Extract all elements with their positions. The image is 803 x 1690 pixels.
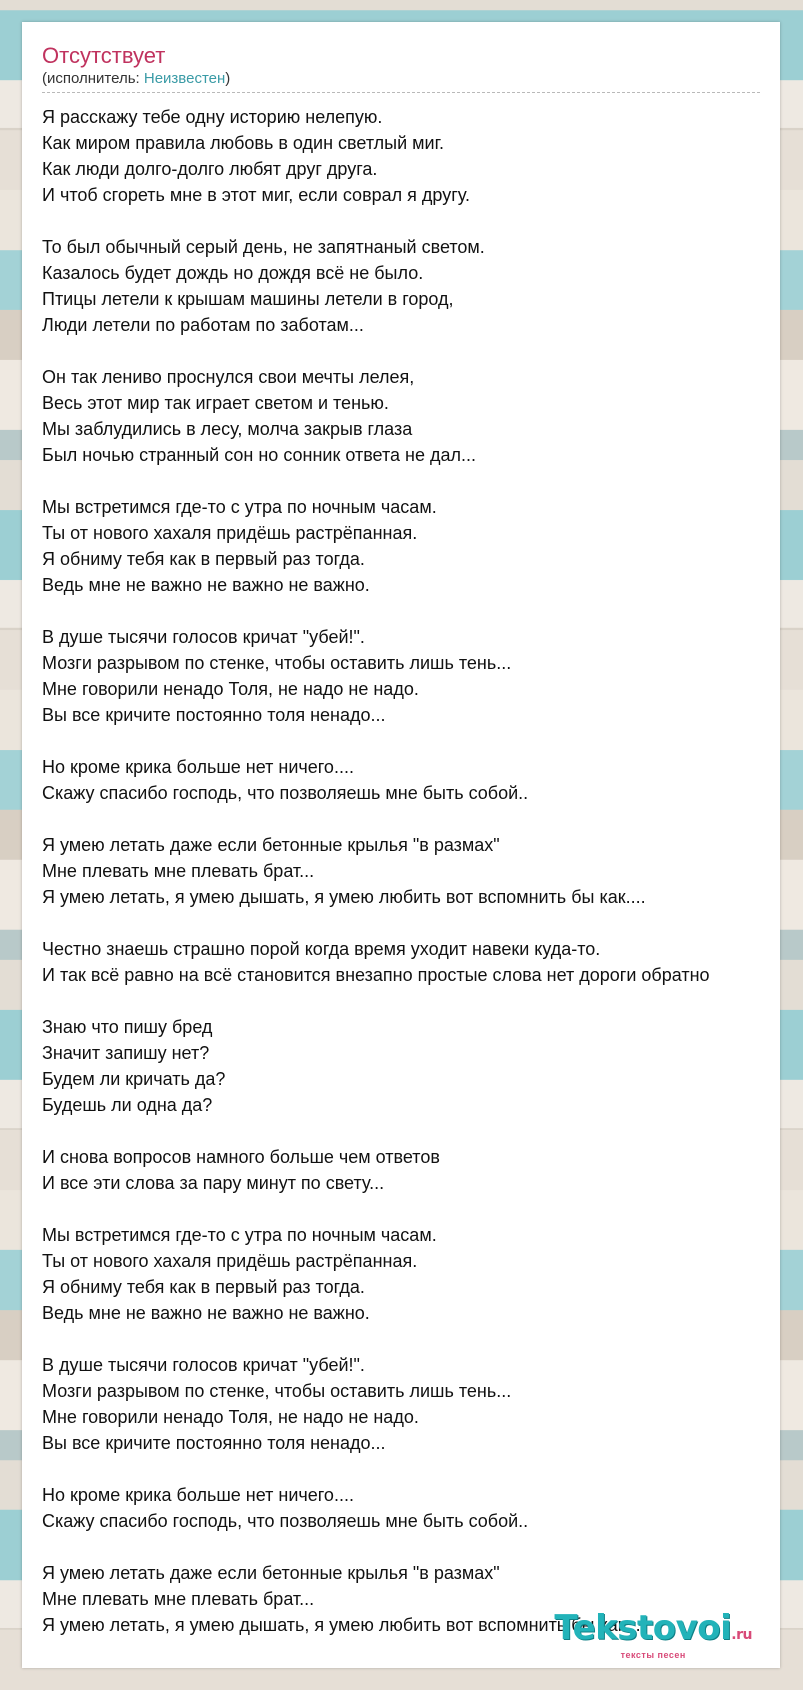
lyrics-text	[42, 104, 803, 1664]
lyric-line: Ведь мне не важно не важно не важно.	[42, 1303, 370, 1323]
song-title: Отсутствует	[42, 43, 166, 68]
lyric-line: В душе тысячи голосов кричат "убей!".	[42, 1355, 365, 1375]
lyric-line: И чтоб сгореть мне в этот миг, если соврал я другу.	[42, 185, 470, 205]
lyric-line: Я обниму тебя как в первый раз тогда.	[42, 549, 365, 569]
lyric-line: Я расскажу тебе одну историю нелепую.	[42, 107, 383, 127]
stanza	[42, 494, 803, 598]
lyric-line: Но кроме крика больше нет ничего....	[42, 757, 354, 777]
lyric-line: Я обниму тебя как в первый раз тогда.	[42, 1277, 365, 1297]
lyric-line: Ведь мне не важно не важно не важно.	[42, 575, 370, 595]
stanza	[42, 1482, 803, 1534]
lyric-line: Будем ли кричать да?	[42, 1069, 226, 1089]
lyric-line: Мне плевать мне плевать брат...	[42, 861, 315, 881]
lyric-line: Я умею летать даже если бетонные крылья "в размах"	[42, 835, 500, 855]
song-header	[42, 42, 760, 93]
logo-domain: .ru	[731, 1627, 752, 1643]
lyric-line: Я умею летать, я умею дышать, я умею любить вот вспомнить бы как....	[42, 887, 646, 907]
logo-tagline: тексты песен	[620, 1650, 686, 1660]
lyric-line: Мы встретимся где-то с утра по ночным часам.	[42, 497, 437, 517]
lyric-line: Мне говорили ненадо Толя, не надо не надо.	[42, 1407, 419, 1427]
artist-suffix: )	[225, 70, 231, 87]
lyric-line: Честно знаешь страшно порой когда время уходит навеки куда-то.	[42, 939, 601, 959]
stanza	[42, 1144, 803, 1196]
lyric-line: Как люди долго-долго любят друг друга.	[42, 159, 378, 179]
lyric-line: Был ночью странный сон но сонник ответа не дал...	[42, 445, 476, 465]
lyric-line: В душе тысячи голосов кричат "убей!".	[42, 627, 365, 647]
lyric-line: Люди летели по работам по заботам...	[42, 315, 364, 335]
stanza	[42, 234, 803, 338]
lyric-line: И снова вопросов намного больше чем ответов	[42, 1147, 440, 1167]
stanza	[42, 754, 803, 806]
stanza	[42, 364, 803, 468]
lyric-line: Птицы летели к крышам машины летели в город,	[42, 289, 454, 309]
lyric-line: Казалось будет дождь но дождя всё не было.	[42, 263, 424, 283]
lyric-line: Я умею летать, я умею дышать, я умею любить вот вспомнить бы как....	[42, 1615, 646, 1635]
lyric-line: Ты от нового хахаля придёшь растрёпанная.	[42, 1251, 418, 1271]
lyric-line: Мне говорили ненадо Толя, не надо не надо.	[42, 679, 419, 699]
lyric-line: Он так лениво проснулся свои мечты лелея,	[42, 367, 415, 387]
lyric-line: Будешь ли одна да?	[42, 1095, 213, 1115]
stanza	[42, 1352, 803, 1456]
lyric-line: Знаю что пишу бред	[42, 1017, 213, 1037]
lyric-line: Мне плевать мне плевать брат...	[42, 1589, 315, 1609]
artist-line	[42, 70, 760, 88]
lyric-line: Весь этот мир так играет светом и тенью.	[42, 393, 389, 413]
lyric-line: Скажу спасибо господь, что позволяешь мне быть собой..	[42, 783, 529, 803]
lyric-line: И все эти слова за пару минут по свету...	[42, 1173, 385, 1193]
stanza	[42, 624, 803, 728]
lyric-line: Ты от нового хахаля придёшь растрёпанная.	[42, 523, 418, 543]
lyric-line: Мозги разрывом по стенке, чтобы оставить лишь тень...	[42, 653, 512, 673]
lyric-line: Как миром правила любовь в один светлый миг.	[42, 133, 444, 153]
lyric-line: Значит запишу нет?	[42, 1043, 210, 1063]
lyrics-card	[22, 22, 780, 1668]
lyric-line: Вы все кричите постоянно толя ненадо...	[42, 705, 386, 725]
lyric-line: Скажу спасибо господь, что позволяешь мне быть собой..	[42, 1511, 529, 1531]
stanza	[42, 1014, 803, 1118]
stanza	[42, 104, 803, 208]
lyric-line: Вы все кричите постоянно толя ненадо...	[42, 1433, 386, 1453]
lyric-line: И так всё равно на всё становится внезапно простые слова нет дороги обратно	[42, 965, 710, 985]
logo-main-text: Tekstovoi	[554, 1608, 732, 1648]
artist-prefix: (исполнитель:	[42, 70, 144, 87]
lyric-line: То был обычный серый день, не запятнаный светом.	[42, 237, 485, 257]
lyric-line: Но кроме крика больше нет ничего....	[42, 1485, 354, 1505]
lyric-line: Мы встретимся где-то с утра по ночным часам.	[42, 1225, 437, 1245]
stanza	[42, 936, 803, 988]
lyric-line: Мы заблудились в лесу, молча закрыв глаза	[42, 419, 413, 439]
stanza	[42, 1222, 803, 1326]
lyric-line: Мозги разрывом по стенке, чтобы оставить лишь тень...	[42, 1381, 512, 1401]
logo-wordmark	[554, 1610, 752, 1653]
site-logo[interactable]	[554, 1610, 752, 1660]
artist-link[interactable]: Неизвестен	[143, 70, 226, 87]
stanza	[42, 832, 803, 910]
lyric-line: Я умею летать даже если бетонные крылья "в размах"	[42, 1563, 500, 1583]
